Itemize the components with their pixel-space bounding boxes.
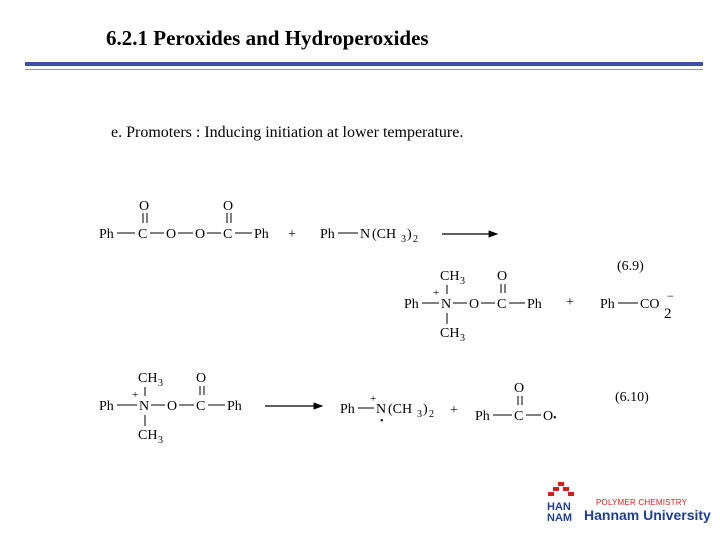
svg-text:3: 3	[460, 276, 465, 287]
n-atom: N	[360, 227, 371, 242]
ph: Ph	[404, 297, 419, 312]
carbonyl-c-2: C	[223, 227, 233, 242]
carbonyl-c: C	[497, 297, 507, 312]
n-atom: N	[441, 297, 452, 312]
ch3-bottom: CH	[138, 428, 158, 443]
ch3-top: CH	[138, 371, 158, 386]
ch3-top: CH	[440, 269, 460, 284]
benzoyl-peroxide	[99, 199, 269, 242]
plus-sign: +	[450, 403, 458, 418]
ph: Ph	[320, 227, 335, 242]
carbonyl-o-1: O	[139, 199, 150, 214]
dimethyl-group: (CH	[372, 227, 397, 242]
anion-minus: −	[667, 289, 674, 303]
svg-text:3: 3	[460, 333, 465, 344]
carbonyl-c: C	[196, 399, 206, 414]
radical-o: O	[543, 409, 554, 424]
cation-plus: +	[370, 393, 377, 405]
plus-sign: +	[566, 295, 574, 310]
ph-right: Ph	[527, 297, 542, 312]
cation-plus: +	[132, 389, 139, 401]
ph-left: Ph	[99, 227, 114, 242]
radical-dot: •	[380, 416, 384, 427]
ph: Ph	[340, 402, 355, 417]
ph-right: Ph	[254, 227, 269, 242]
radical-dot: •	[553, 413, 557, 424]
carbonyl-o: O	[497, 269, 508, 284]
logo-tagline: POLYMER CHEMISTRY	[596, 498, 688, 507]
carbonyl-o: O	[514, 381, 525, 396]
peroxide-o-1: O	[166, 227, 177, 242]
n-atom: N	[139, 399, 150, 414]
cation-plus: +	[433, 287, 440, 299]
aminium-radical-cation	[340, 393, 434, 427]
ester-o: O	[469, 297, 480, 312]
sub-3: 3	[401, 234, 406, 245]
sub-2: 2	[664, 306, 672, 322]
svg-text:3: 3	[158, 378, 163, 389]
dimethyl-group: (CH	[388, 402, 413, 417]
carbonyl-o: O	[196, 371, 207, 386]
benzoate-anion	[600, 289, 674, 322]
ammonium-ester	[404, 269, 542, 344]
logo-university-name: Hannam University	[584, 507, 711, 523]
svg-text:): )	[423, 402, 428, 417]
ph-right: Ph	[227, 399, 242, 414]
dimethylaniline	[320, 227, 418, 245]
benzoyloxy-radical	[475, 381, 557, 424]
logo-han: HAN	[547, 501, 571, 513]
ph: Ph	[99, 399, 114, 414]
carbonyl-c: C	[514, 409, 524, 424]
carbonyl-c-1: C	[138, 227, 148, 242]
close-paren: )	[407, 227, 412, 242]
svg-text:3: 3	[158, 435, 163, 446]
equation-label-6-9: (6.9)	[617, 259, 644, 274]
carbonyl-o-2: O	[223, 199, 234, 214]
slide-subtitle: e. Promoters : Inducing initiation at lower temperature.	[111, 124, 464, 141]
logo-nam: NAM	[547, 512, 573, 524]
plus-sign: +	[288, 227, 296, 242]
ester-o: O	[167, 399, 178, 414]
university-logo	[544, 482, 714, 528]
ammonium-ester-reactant	[99, 371, 242, 446]
svg-text:2: 2	[429, 409, 434, 420]
ph: Ph	[600, 297, 615, 312]
n-atom: N	[376, 402, 387, 417]
ch3-bottom: CH	[440, 326, 460, 341]
sub-2: 2	[413, 234, 418, 245]
ph: Ph	[475, 409, 490, 424]
slide-title: 6.2.1 Peroxides and Hydroperoxides	[106, 26, 429, 50]
peroxide-o-2: O	[195, 227, 206, 242]
svg-text:3: 3	[417, 409, 422, 420]
hannam-emblem-icon	[544, 482, 584, 528]
equation-label-6-10: (6.10)	[615, 390, 649, 405]
co-group: CO	[640, 297, 660, 312]
